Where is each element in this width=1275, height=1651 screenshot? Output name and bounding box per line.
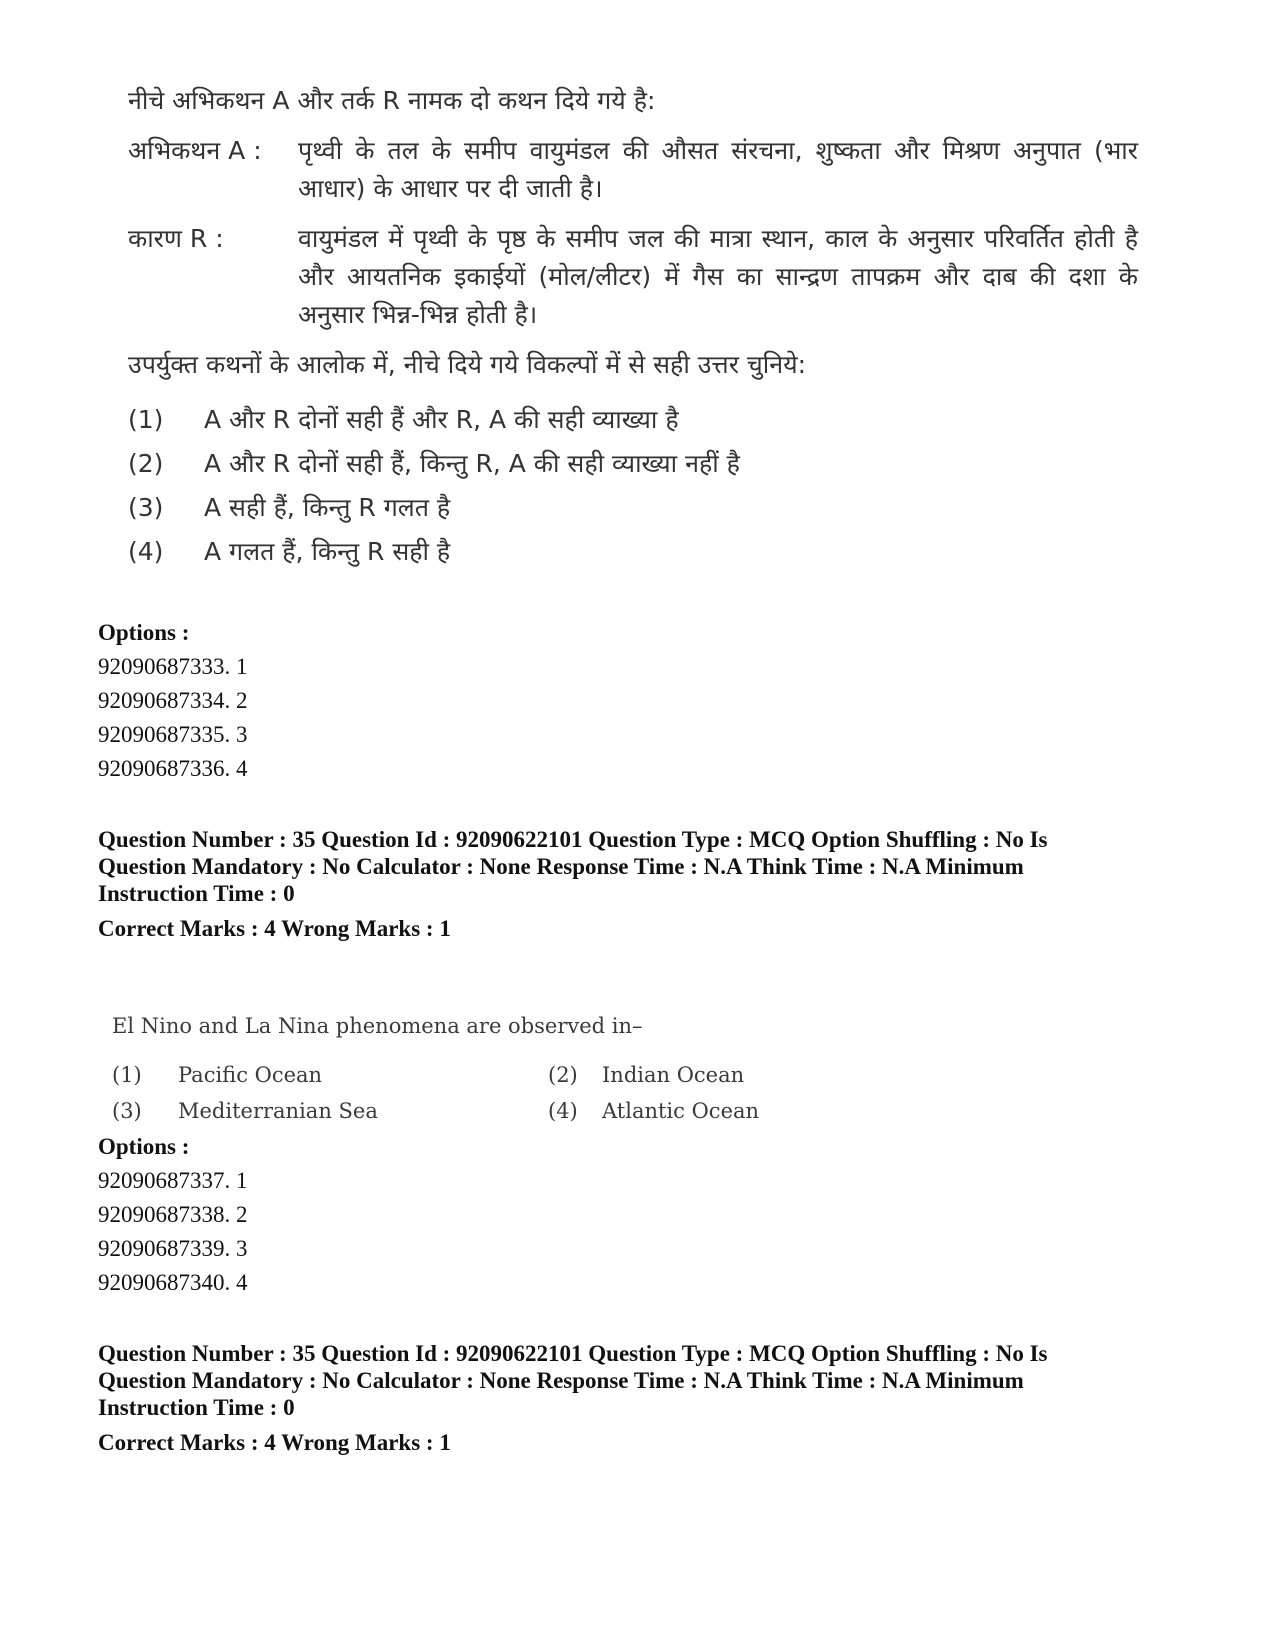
english-choices-grid: [112, 1062, 832, 1124]
hindi-choice: [128, 486, 1138, 530]
marks-line: Correct Marks : 4 Wrong Marks : 1: [98, 1430, 451, 1455]
meta-line: Instruction Time : 0: [98, 881, 295, 906]
hindi-choice-text: A और R दोनों सही हैं, किन्तु R, A की सही व्याख्या नहीं है: [204, 449, 740, 478]
meta-line: Question Number : 35 Question Id : 92090622101 Question Type : MCQ Option Shuffling : No Is: [98, 1341, 1048, 1366]
english-choice-number: (2): [548, 1063, 578, 1087]
english-choice-number: (4): [548, 1099, 578, 1123]
assertion-row: [128, 132, 1138, 208]
option-line: 92090687334. 2: [98, 688, 248, 713]
hindi-question-prompt: उपर्युक्त कथनों के आलोक में, नीचे दिये गये विकल्पों में से सही उत्तर चुनिये:: [128, 350, 807, 379]
options-list-2: [98, 1130, 698, 1300]
options-list-1: [98, 616, 698, 786]
hindi-choice: [128, 442, 1138, 486]
meta-line: Question Number : 35 Question Id : 92090622101 Question Type : MCQ Option Shuffling : No Is: [98, 827, 1048, 852]
options-heading: Options :: [98, 620, 190, 645]
hindi-choice-text: A और R दोनों सही हैं और R, A की सही व्याख्या है: [204, 405, 679, 434]
option-line: 92090687338. 2: [98, 1202, 248, 1227]
question-meta-1: [98, 826, 1108, 942]
meta-line: Instruction Time : 0: [98, 1395, 295, 1420]
english-choice-text: Mediterranian Sea: [178, 1099, 378, 1123]
option-line: 92090687340. 4: [98, 1270, 248, 1295]
option-line: 92090687335. 3: [98, 722, 248, 747]
option-line: 92090687336. 4: [98, 756, 248, 781]
option-line: 92090687333. 1: [98, 654, 248, 679]
hindi-choice-number: (1): [128, 405, 164, 434]
hindi-choice-text: A सही हैं, किन्तु R गलत है: [204, 493, 451, 522]
assertion-label: अभिकथन A :: [128, 136, 262, 165]
hindi-choice-number: (4): [128, 537, 164, 566]
english-choice-text: Pacific Ocean: [178, 1063, 323, 1087]
marks-line: Correct Marks : 4 Wrong Marks : 1: [98, 916, 451, 941]
english-question-text: El Nino and La Nina phenomena are observed in–: [112, 1014, 643, 1038]
reason-label: कारण R :: [128, 224, 224, 253]
hindi-choice-text: A गलत हैं, किन्तु R सही है: [204, 537, 451, 566]
assertion-text: पृथ्वी के तल के समीप वायुमंडल की औसत संरचना, शुष्कता और मिश्रण अनुपात (भार आधार) के आधार पर दी जाती है।: [298, 136, 1138, 203]
meta-line: Question Mandatory : No Calculator : None Response Time : N.A Think Time : N.A Minimum: [98, 854, 1024, 879]
reason-text: वायुमंडल में पृथ्वी के पृष्ठ के समीप जल की मात्रा स्थान, काल के अनुसार परिवर्तित होती है और आयतनिक इकाईयों (मोल/लीटर) में गैस का सान्द्रण तापक्रम और दाब की दशा के अनुसार भिन्न-भिन्न होती है।: [298, 224, 1138, 329]
reason-row: [128, 220, 1138, 334]
question-meta-2: [98, 1340, 1108, 1456]
hindi-choice: [128, 398, 1138, 442]
meta-line: Question Mandatory : No Calculator : None Response Time : N.A Think Time : N.A Minimum: [98, 1368, 1024, 1393]
english-question-block: [112, 1014, 832, 1124]
option-line: 92090687337. 1: [98, 1168, 248, 1193]
option-line: 92090687339. 3: [98, 1236, 248, 1261]
english-choice-text: Atlantic Ocean: [602, 1099, 760, 1123]
english-choice-number: (3): [112, 1099, 142, 1123]
hindi-question-block: [128, 82, 1138, 574]
options-heading: Options :: [98, 1134, 190, 1159]
hindi-choice-number: (3): [128, 493, 164, 522]
english-choice-text: Indian Ocean: [602, 1063, 745, 1087]
hindi-question-intro: नीचे अभिकथन A और तर्क R नामक दो कथन दिये गये है:: [128, 86, 656, 115]
english-choice-number: (1): [112, 1063, 142, 1087]
hindi-choice-number: (2): [128, 449, 164, 478]
hindi-choice: [128, 530, 1138, 574]
